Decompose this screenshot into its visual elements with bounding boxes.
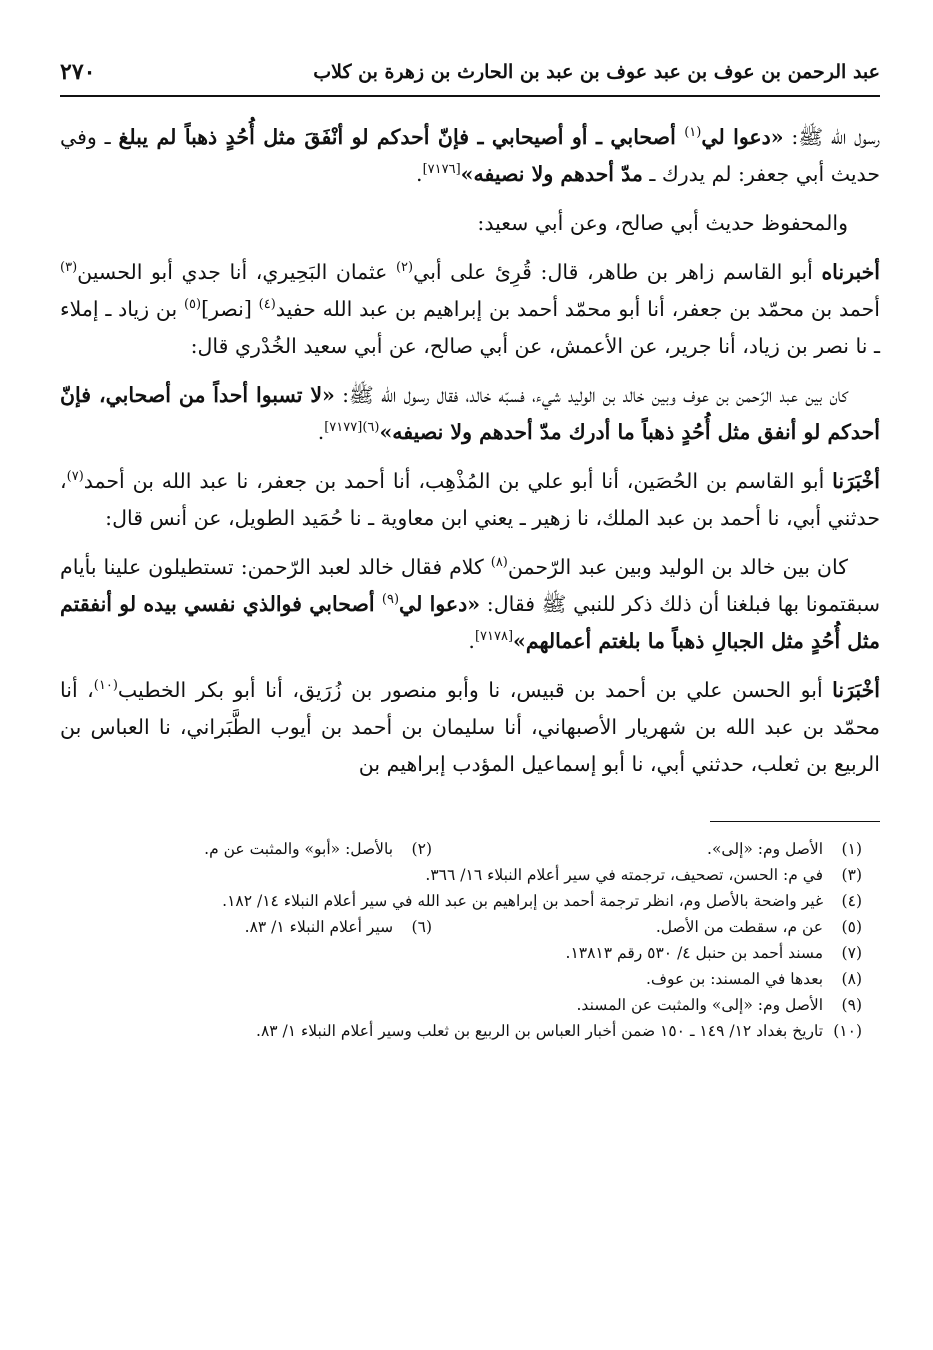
footnote-text: تاريخ بغداد ١٢/ ١٤٩ ـ ١٥٠ ضمن أخبار العباس بن الربيع بن ثعلب وسير أعلام النبلاء ١/ ٨٣.: [256, 1022, 824, 1040]
hadith-quote: «دعوا لي: [399, 592, 481, 616]
running-title: عبد الرحمن بن عوف بن عبد عوف بن عبد بن الحارث بن زهرة بن كلاب: [313, 61, 880, 83]
footnote-ref: (٨): [490, 555, 508, 571]
footnote-ref: (٩): [381, 592, 400, 608]
hadith-number: [٧١٧٦]: [422, 162, 461, 178]
hadith-number: [٧١٧٨]: [474, 629, 514, 645]
footnote-text: غير واضحة بالأصل وم، انظر ترجمة أحمد بن إبراهيم بن عبد الله في سير أعلام النبلاء ١٤/ ١٨٢.: [222, 892, 824, 910]
text: عثمان البَحِيري، أنا جدي أبو الحسين: [77, 260, 396, 284]
footnote: [432, 914, 862, 940]
footnote-text: بالأصل: «أبو» والمثبت عن م.: [204, 840, 394, 858]
footnote-ref: (٦): [362, 420, 380, 436]
text: بن زياد ـ إملاء ـ نا نصر بن زياد، أنا جرير، عن الأعمش، عن أبي صالح، عن أبي سعيد الخُدْري قال:: [60, 297, 880, 358]
paragraph-5: [60, 463, 880, 537]
footnote: [245, 914, 432, 940]
footnote-text: مسند أحمد بن حنبل ٤/ ٥٣٠ رقم ١٣٨١٣.: [565, 944, 824, 962]
paragraph-3: [60, 254, 880, 365]
footnote-text: في م: الحسن، تصحيف، ترجمته في سير أعلام النبلاء ١٦/ ٣٦٦.: [425, 866, 824, 884]
footnote-text: الأصل وم: «إلى» والمثبت عن المسند.: [576, 996, 824, 1014]
footnote: [646, 966, 862, 992]
footnote-row: [60, 1018, 862, 1044]
footnote-number: (٥): [841, 918, 862, 936]
text: كان بين عبد الرّحمن بن عوف وبين خالد بن الوليد شيء، فسبّه خالد، فقال رسول الله ﷺ:: [334, 383, 848, 407]
page: [60, 55, 880, 1044]
text: أحمد بن محمّد بن جعفر، أنا أبو محمّد أحمد بن إبراهيم بن عبد الله حفيد: [275, 297, 880, 321]
text: أبو القاسم زاهر بن طاهر، قال: قُرِئ على أبي: [413, 260, 822, 284]
paragraph-7: [60, 672, 880, 783]
main-text: [60, 119, 880, 783]
hadith-quote: أصحابي فوالذي نفسي بيده لو أنفقتم مثل أُحُدٍ مثل الجبالِ ذهباً ما بلغتم أعمالهم»: [60, 592, 880, 653]
text: .: [416, 162, 423, 186]
footnote: [432, 836, 862, 862]
text: ـ وفي حديث أبي جعفر: لم يدرك ـ: [60, 125, 880, 186]
footnote-row: [60, 940, 862, 966]
text: .: [317, 420, 325, 444]
footnote: [204, 836, 432, 862]
footnote-ref: (٧): [66, 469, 84, 485]
text: ، حدثني أبي، نا أحمد بن عبد الملك، نا زهير ـ يعني ابن معاوية ـ نا حُمَيد الطويل، عن أنس قال:: [60, 469, 880, 530]
footnotes: [60, 836, 862, 1044]
text: أبو الحسن علي بن أحمد بن قبيس، نا وأبو منصور بن زُرَيق، أنا أبو بكر الخطيب: [117, 678, 833, 702]
footnote-text: سير أعلام النبلاء ١/ ٨٣.: [244, 918, 394, 936]
footnote-number: (٨): [841, 970, 862, 988]
footnote-row: [60, 836, 862, 862]
footnote-separator: [710, 821, 880, 822]
footnote-number: (٩): [841, 996, 862, 1014]
footnote-ref: (٥): [183, 297, 202, 313]
hadith-quote: مدّ أحدهم ولا نصيفه»: [460, 162, 643, 186]
hadith-number: [٧١٧٧]: [324, 420, 363, 436]
hadith-quote: «دعوا لي: [701, 125, 784, 149]
paragraph-4: [60, 377, 880, 451]
footnote: [577, 992, 863, 1018]
footnote: [425, 862, 862, 888]
text: أبو القاسم بن الحُصَين، أنا أبو علي بن المُذْهِب، أنا أحمد بن جعفر، نا عبد الله بن أحمد: [83, 469, 833, 493]
footnote-ref: (٤): [258, 297, 276, 313]
footnote: [256, 1018, 862, 1044]
hadith-quote: أصحابي ـ أو أصيحابي ـ فإنّ أحدكم لو أنْفَقَ مثل أُحُدٍ ذهباً لم يبلغ: [118, 125, 685, 149]
isnad-lead: أخْبَرَنا: [832, 678, 880, 702]
text: ، أنا محمّد بن عبد الله بن شهريار الأصبهاني، أنا سليمان بن أحمد بن أيوب الطَّبَراني، نا العباس بن الربيع بن ثعلب، حدثني أبي، نا أبو إسماعيل المؤدب إبراهيم بن: [60, 678, 880, 776]
page-number: ٢٧٠: [60, 59, 96, 85]
footnote: [222, 888, 862, 914]
footnote: [566, 940, 863, 966]
text: [نصر]: [201, 297, 259, 321]
footnote-number: (٦): [411, 918, 432, 936]
isnad-lead: أخْبَرَنا: [832, 469, 880, 493]
footnote-ref: (١): [684, 125, 702, 141]
text: كان بين خالد بن الوليد وبين عبد الرّحمن: [507, 555, 848, 579]
footnote-row: [60, 992, 862, 1018]
footnote-number: (٢): [411, 840, 432, 858]
footnote-number: (٧): [841, 944, 862, 962]
paragraph-6: [60, 549, 880, 660]
footnote-row: [60, 862, 862, 888]
footnote-row: [60, 914, 862, 940]
footnote-text: الأصل وم: «إلى».: [707, 840, 824, 858]
text: .: [468, 629, 475, 653]
footnote-number: (٤): [841, 892, 862, 910]
footnote-ref: (١٠): [93, 678, 118, 694]
paragraph-2: والمحفوظ حديث أبي صالح، وعن أبي سعيد:: [477, 211, 848, 235]
paragraph-1: [60, 119, 880, 193]
footnote-text: بعدها في المسند: بن عوف.: [645, 970, 824, 988]
footnote-ref: (٣): [60, 260, 78, 276]
footnote-row: [60, 966, 862, 992]
hadith-quote: «لا تسبوا أحداً من أصحابي، فإنّ أحدكم لو أنفق مثل أُحُدٍ ذهباً ما أدرك مدّ أحدهم ولا نصيفه»: [60, 383, 880, 444]
footnote-number: (١): [841, 840, 862, 858]
footnote-row: [60, 888, 862, 914]
isnad-lead: أخبرناه: [821, 260, 880, 284]
footnote-number: (٣): [841, 866, 862, 884]
footnote-number: (١٠): [833, 1022, 862, 1040]
text: كلام فقال خالد لعبد الرّحمن: تستطيلون علينا بأيام سبقتمونا بها فبلغنا أن ذلك ذكر للنبي ﷺ فقال:: [60, 555, 881, 616]
footnote-ref: (٢): [395, 260, 414, 276]
page-header: [60, 55, 880, 97]
footnote-text: عن م، سقطت من الأصل.: [655, 918, 824, 936]
text: رسول الله ﷺ:: [783, 125, 881, 149]
